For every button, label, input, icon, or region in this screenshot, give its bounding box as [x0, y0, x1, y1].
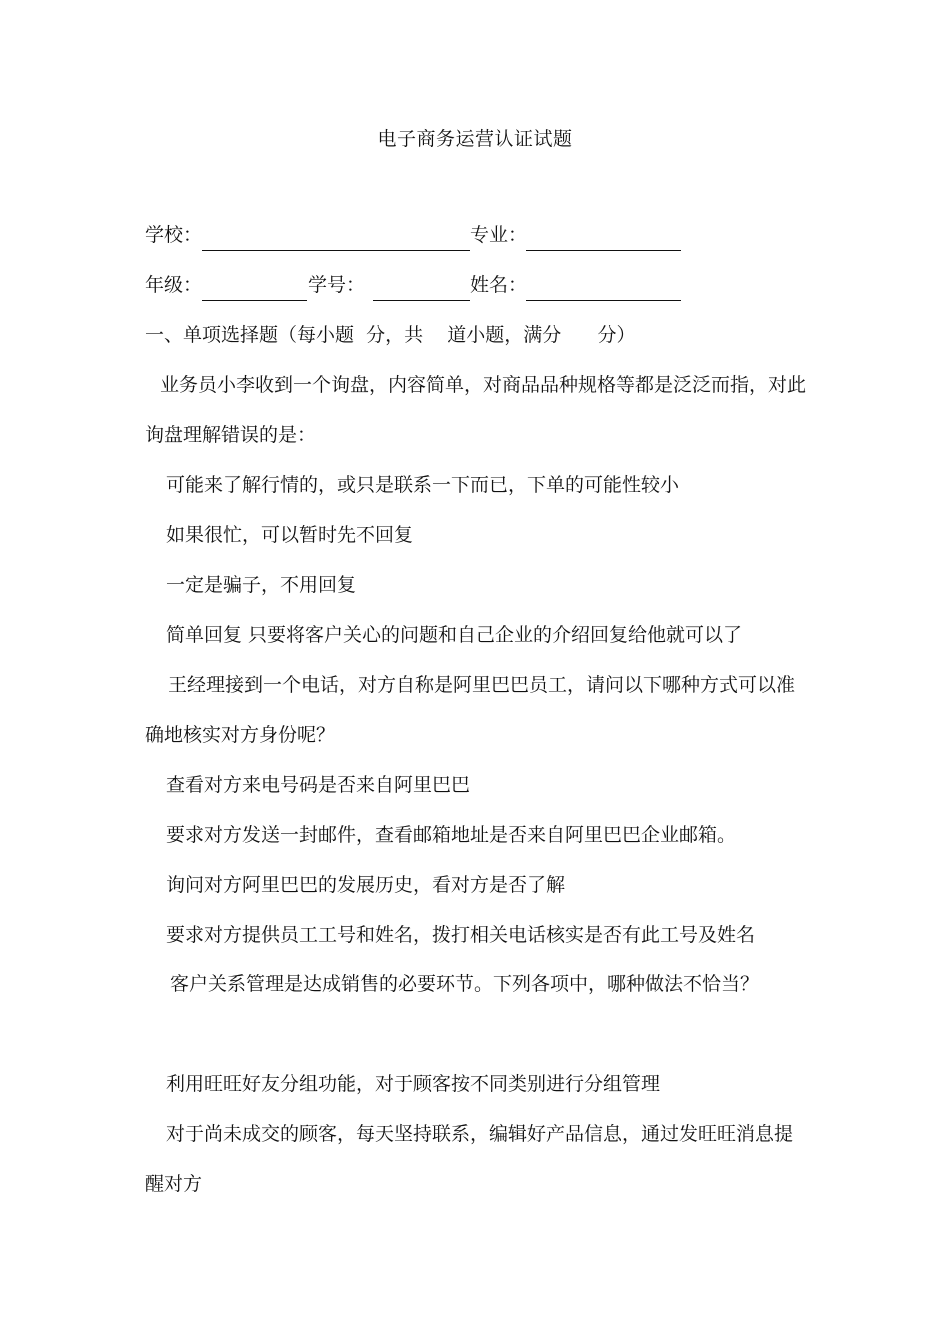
question-3-option-b: 对于尚未成交的顾客，每天坚持联系，编辑好产品信息，通过发旺旺消息提	[166, 1123, 794, 1145]
student-id-label: 学号：	[308, 274, 366, 296]
question-1-option-a: 可能来了解行情的，或只是联系一下而已，下单的可能性较小	[166, 474, 680, 496]
major-blank	[526, 250, 681, 251]
name-label: 姓名：	[470, 274, 528, 296]
question-1-option-c: 一定是骗子，不用回复	[166, 574, 357, 596]
question-2-option-a: 查看对方来电号码是否来自阿里巴巴	[166, 774, 471, 796]
grade-label: 年级：	[145, 274, 203, 296]
question-3-option-a: 利用旺旺好友分组功能，对于顾客按不同类别进行分组管理	[166, 1073, 661, 1095]
major-label: 专业：	[470, 224, 528, 246]
page-title: 电子商务运营认证试题	[377, 128, 573, 150]
school-label: 学校：	[145, 224, 203, 246]
question-1-stem-cont: 询盘理解错误的是：	[145, 424, 317, 446]
name-blank	[526, 300, 681, 301]
grade-blank	[202, 300, 307, 301]
section-heading: 一、单项选择题（每小题 分，共 道小题，满分 分）	[145, 324, 636, 346]
question-1-stem: 业务员小李收到一个询盘，内容简单，对商品品种规格等都是泛泛而指，对此	[160, 374, 807, 396]
student-id-blank	[373, 300, 470, 301]
question-2-option-b: 要求对方发送一封邮件，查看邮箱地址是否来自阿里巴巴企业邮箱。	[166, 824, 737, 846]
school-blank	[202, 250, 470, 251]
question-2-stem: 王经理接到一个电话，对方自称是阿里巴巴员工，请问以下哪种方式可以准	[168, 674, 796, 696]
question-1-option-b: 如果很忙，可以暂时先不回复	[166, 524, 414, 546]
question-3-option-b-cont: 醒对方	[145, 1173, 203, 1195]
question-1-option-d: 简单回复 只要将客户关心的问题和自己企业的介绍回复给他就可以了	[166, 624, 743, 646]
question-2-option-d: 要求对方提供员工工号和姓名，拨打相关电话核实是否有此工号及姓名	[166, 924, 756, 946]
question-2-stem-cont: 确地核实对方身份呢？	[145, 724, 336, 746]
question-2-option-c: 询问对方阿里巴巴的发展历史，看对方是否了解	[166, 874, 566, 896]
question-3-stem: 客户关系管理是达成销售的必要环节。下列各项中，哪种做法不恰当？	[170, 973, 760, 995]
